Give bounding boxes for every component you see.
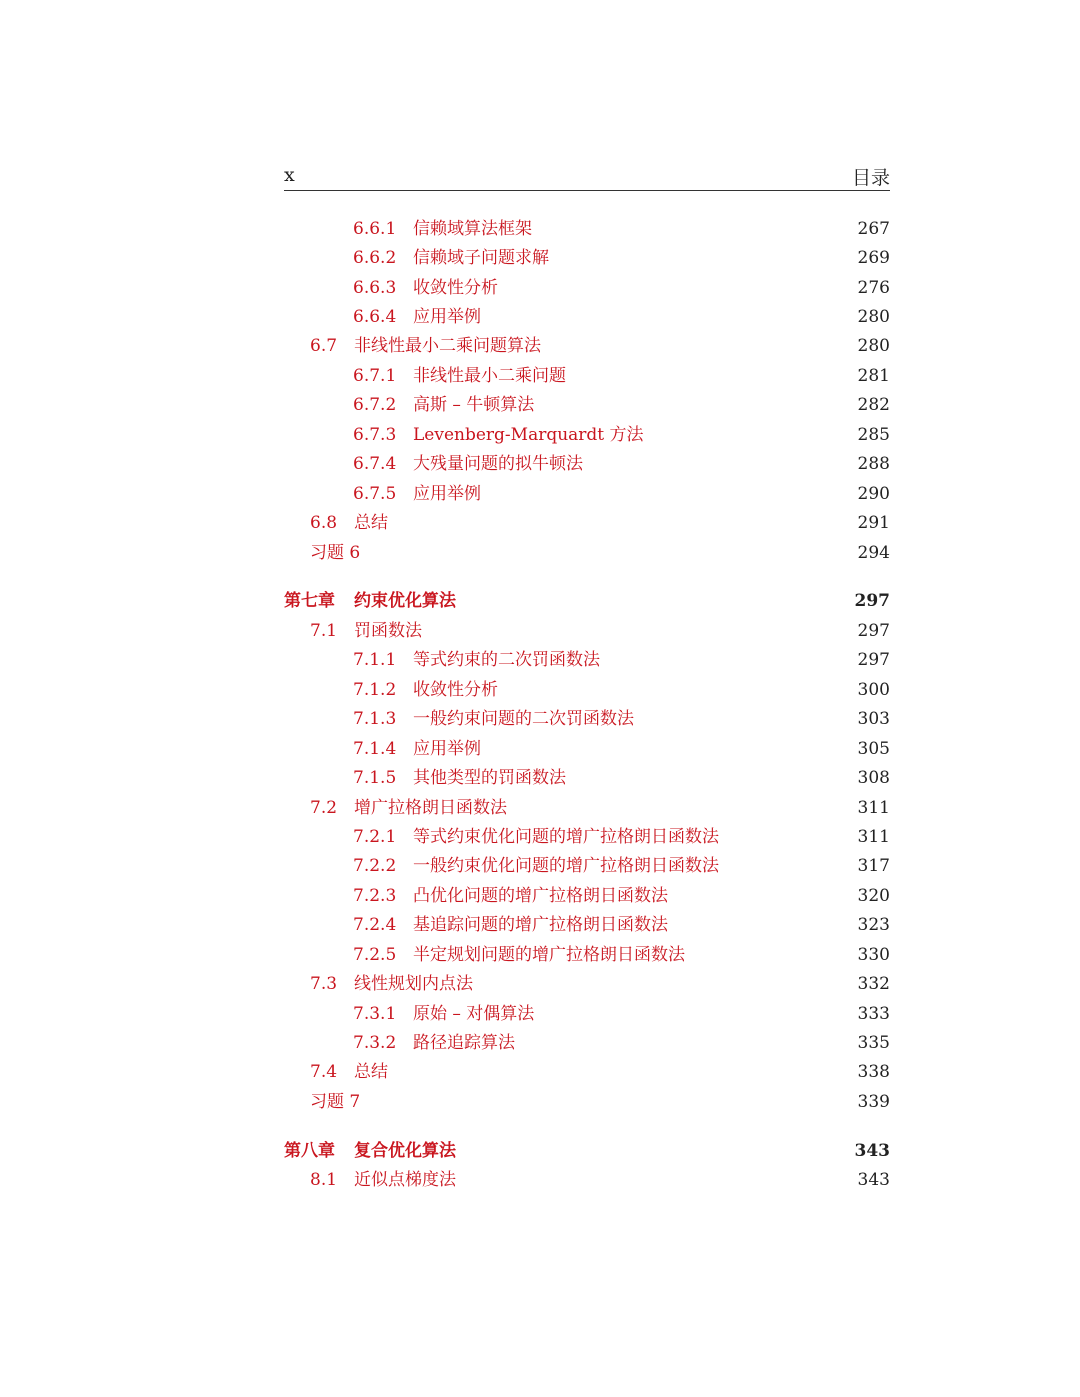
toc-entry-page: 280 xyxy=(857,307,890,328)
dot-leader xyxy=(725,855,848,877)
toc-entry-title: 非线性最小二乘问题 xyxy=(413,365,566,386)
toc-section-entry[interactable] xyxy=(284,332,890,361)
toc-entry-page: 297 xyxy=(854,591,890,612)
toc-entry-number: 7.2.3 xyxy=(353,885,397,906)
toc-subsection-entry[interactable] xyxy=(284,479,890,508)
toc-section-entry[interactable] xyxy=(284,1166,890,1195)
dot-leader xyxy=(462,1169,848,1191)
dot-leader xyxy=(691,944,848,966)
toc-entry-number: 7.2.5 xyxy=(353,944,397,965)
toc-subsection-entry[interactable] xyxy=(284,822,890,851)
toc-entry-title: 应用举例 xyxy=(413,738,481,759)
dot-leader xyxy=(504,679,848,701)
dot-leader xyxy=(462,1140,848,1162)
toc-entry-number: 7.4 xyxy=(310,1062,338,1083)
toc-entry-page: 280 xyxy=(857,336,890,357)
toc-entry-page: 335 xyxy=(857,1033,890,1054)
toc-entry-page: 290 xyxy=(857,483,890,504)
toc-subsection-entry[interactable] xyxy=(284,302,890,331)
dot-leader xyxy=(504,277,848,299)
toc-subsection-entry[interactable] xyxy=(284,1028,890,1057)
dot-leader xyxy=(674,885,848,907)
toc-entry-title: 罚函数法 xyxy=(354,620,422,641)
toc-subsection-entry[interactable] xyxy=(284,214,890,243)
toc-section-entry[interactable] xyxy=(284,793,890,822)
toc-entry-number: 第八章 xyxy=(284,1140,335,1161)
toc-entry-title: 半定规划问题的增广拉格朗日函数法 xyxy=(413,944,685,965)
toc-entry-title: 总结 xyxy=(354,513,388,534)
toc-entry-title: 近似点梯度法 xyxy=(354,1170,456,1191)
toc-entry-number: 7.1.3 xyxy=(353,709,397,730)
toc-entry-page: 285 xyxy=(857,424,890,445)
toc-entry-title: 路径追踪算法 xyxy=(413,1033,515,1054)
dot-leader xyxy=(479,973,848,995)
dot-leader xyxy=(394,1061,848,1083)
toc-entry-number: 7.3 xyxy=(310,974,338,995)
toc-subsection-entry[interactable] xyxy=(284,852,890,881)
toc-entry-title: 增广拉格朗日函数法 xyxy=(354,797,507,818)
dot-leader xyxy=(555,247,848,269)
toc-entry-title: 一般约束优化问题的增广拉格朗日函数法 xyxy=(413,856,719,877)
toc-entry-page: 343 xyxy=(854,1140,890,1161)
toc-entry-title: 应用举例 xyxy=(413,483,481,504)
toc-subsection-entry[interactable] xyxy=(284,646,890,675)
dot-leader xyxy=(640,708,848,730)
toc-entry-page: 297 xyxy=(857,650,890,671)
toc-entry-title: 信赖域算法框架 xyxy=(413,218,532,239)
toc-subsection-entry[interactable] xyxy=(284,734,890,763)
toc-entry-page: 323 xyxy=(857,915,890,936)
toc-entry-title: 大残量问题的拟牛顿法 xyxy=(413,454,583,475)
toc-section-entry[interactable] xyxy=(284,508,890,537)
toc-chapter-entry[interactable] xyxy=(284,587,890,616)
toc-entry-number: 6.8 xyxy=(310,513,338,534)
toc-subsection-entry[interactable] xyxy=(284,999,890,1028)
toc-subsection-entry[interactable] xyxy=(284,361,890,390)
toc-subsection-entry[interactable] xyxy=(284,940,890,969)
dot-leader xyxy=(462,590,848,612)
toc-entry-page: 333 xyxy=(857,1003,890,1024)
dot-leader xyxy=(606,649,848,671)
dot-leader xyxy=(487,306,848,328)
toc-entry-number: 7.2.1 xyxy=(353,826,397,847)
toc-entry-number: 7.2.4 xyxy=(353,915,397,936)
dot-leader xyxy=(540,1003,848,1025)
dot-leader xyxy=(366,542,848,564)
dot-leader xyxy=(428,620,848,642)
dot-leader xyxy=(521,1032,848,1054)
toc-exercise-entry[interactable] xyxy=(284,538,890,567)
dot-leader xyxy=(513,797,848,819)
toc-entry-number: 7.1.2 xyxy=(353,679,397,700)
toc-subsection-entry[interactable] xyxy=(284,675,890,704)
toc-entry-title: Levenberg-Marquardt 方法 xyxy=(413,424,644,445)
toc-entry-title: 一般约束问题的二次罚函数法 xyxy=(413,709,634,730)
toc-subsection-entry[interactable] xyxy=(284,705,890,734)
toc-entry-page: 338 xyxy=(857,1062,890,1083)
toc-entry-title: 凸优化问题的增广拉格朗日函数法 xyxy=(413,885,668,906)
toc-entry-number: 6.6.4 xyxy=(353,307,397,328)
toc-entry-number: 6.6.3 xyxy=(353,277,397,298)
toc-subsection-entry[interactable] xyxy=(284,420,890,449)
toc-entry-title: 高斯 – 牛顿算法 xyxy=(413,395,535,416)
toc-entry-number: 7.1.1 xyxy=(353,650,397,671)
toc-entry-number: 7.3.2 xyxy=(353,1033,397,1054)
toc-entry-number: 6.7 xyxy=(310,336,338,357)
toc-entry-number: 6.6.1 xyxy=(353,218,397,239)
toc-entry-page: 330 xyxy=(857,944,890,965)
toc-entry-title: 线性规划内点法 xyxy=(354,974,473,995)
toc-entry-page: 282 xyxy=(857,395,890,416)
toc-section-entry[interactable] xyxy=(284,616,890,645)
toc-entry-title: 约束优化算法 xyxy=(354,591,456,612)
dot-leader xyxy=(725,826,848,848)
toc-entry-page: 343 xyxy=(857,1170,890,1191)
dot-leader xyxy=(487,483,848,505)
toc-entry-number: 6.6.2 xyxy=(353,248,397,269)
toc-subsection-entry[interactable] xyxy=(284,243,890,272)
running-header xyxy=(284,160,890,191)
toc-subsection-entry[interactable] xyxy=(284,450,890,479)
chapter-spacer xyxy=(284,1117,890,1137)
dot-leader xyxy=(538,218,848,240)
toc-entry-number: 6.7.5 xyxy=(353,483,397,504)
toc-entry-title: 基追踪问题的增广拉格朗日函数法 xyxy=(413,915,668,936)
toc-entry-number: 6.7.4 xyxy=(353,454,397,475)
toc-entry-title: 习题 6 xyxy=(310,542,361,563)
toc-entry-title: 应用举例 xyxy=(413,307,481,328)
toc-entry-number: 7.2.2 xyxy=(353,856,397,877)
toc-entry-number: 第七章 xyxy=(284,591,335,612)
dot-leader xyxy=(589,453,848,475)
toc-entry-number: 6.7.1 xyxy=(353,365,397,386)
dot-leader xyxy=(572,767,848,789)
toc-chapter-entry[interactable] xyxy=(284,1136,890,1165)
toc-entry-page: 281 xyxy=(857,365,890,386)
toc-entry-title: 其他类型的罚函数法 xyxy=(413,768,566,789)
dot-leader xyxy=(674,914,848,936)
toc-entry-page: 276 xyxy=(857,277,890,298)
toc-entry-page: 291 xyxy=(857,513,890,534)
chapter-spacer xyxy=(284,567,890,587)
toc-subsection-entry[interactable] xyxy=(284,763,890,792)
toc-entry-title: 习题 7 xyxy=(310,1091,361,1112)
toc-entry-page: 339 xyxy=(857,1091,890,1112)
toc-entry-title: 等式约束优化问题的增广拉格朗日函数法 xyxy=(413,826,719,847)
toc-entry-page: 297 xyxy=(857,620,890,641)
toc-entry-page: 294 xyxy=(857,542,890,563)
toc-section-entry[interactable] xyxy=(284,1058,890,1087)
toc-entry-page: 303 xyxy=(857,709,890,730)
toc-entry-page: 288 xyxy=(857,454,890,475)
dot-leader xyxy=(540,394,848,416)
table-of-contents xyxy=(284,214,890,1195)
toc-entry-number: 8.1 xyxy=(310,1170,338,1191)
toc-entry-number: 6.7.3 xyxy=(353,424,397,445)
header-title: 目录 xyxy=(851,167,890,189)
toc-entry-page: 308 xyxy=(857,768,890,789)
toc-entry-title: 复合优化算法 xyxy=(354,1140,456,1161)
toc-entry-number: 6.7.2 xyxy=(353,395,397,416)
dot-leader xyxy=(547,335,848,357)
toc-entry-number: 7.1 xyxy=(310,620,338,641)
toc-entry-page: 332 xyxy=(857,974,890,995)
toc-entry-page: 267 xyxy=(857,218,890,239)
toc-entry-number: 7.2 xyxy=(310,797,338,818)
dot-leader xyxy=(487,738,848,760)
toc-entry-title: 总结 xyxy=(354,1062,388,1083)
toc-entry-title: 收敛性分析 xyxy=(413,679,498,700)
toc-entry-page: 269 xyxy=(857,248,890,269)
toc-subsection-entry[interactable] xyxy=(284,273,890,302)
toc-entry-title: 原始 – 对偶算法 xyxy=(413,1003,535,1024)
toc-exercise-entry[interactable] xyxy=(284,1087,890,1116)
toc-subsection-entry[interactable] xyxy=(284,881,890,910)
toc-entry-page: 311 xyxy=(857,797,890,818)
toc-entry-title: 信赖域子问题求解 xyxy=(413,248,549,269)
toc-subsection-entry[interactable] xyxy=(284,391,890,420)
toc-entry-number: 7.1.5 xyxy=(353,768,397,789)
page-number-roman: x xyxy=(284,164,295,186)
dot-leader xyxy=(394,512,848,534)
toc-entry-title: 非线性最小二乘问题算法 xyxy=(354,336,541,357)
toc-entry-page: 317 xyxy=(857,856,890,877)
toc-section-entry[interactable] xyxy=(284,969,890,998)
dot-leader xyxy=(650,424,848,446)
toc-entry-number: 7.1.4 xyxy=(353,738,397,759)
toc-entry-page: 320 xyxy=(857,885,890,906)
toc-entry-title: 收敛性分析 xyxy=(413,277,498,298)
dot-leader xyxy=(572,365,848,387)
toc-entry-page: 300 xyxy=(857,679,890,700)
dot-leader xyxy=(366,1091,848,1113)
toc-entry-title: 等式约束的二次罚函数法 xyxy=(413,650,600,671)
toc-entry-page: 311 xyxy=(857,826,890,847)
toc-entry-page: 305 xyxy=(857,738,890,759)
toc-subsection-entry[interactable] xyxy=(284,911,890,940)
toc-entry-number: 7.3.1 xyxy=(353,1003,397,1024)
